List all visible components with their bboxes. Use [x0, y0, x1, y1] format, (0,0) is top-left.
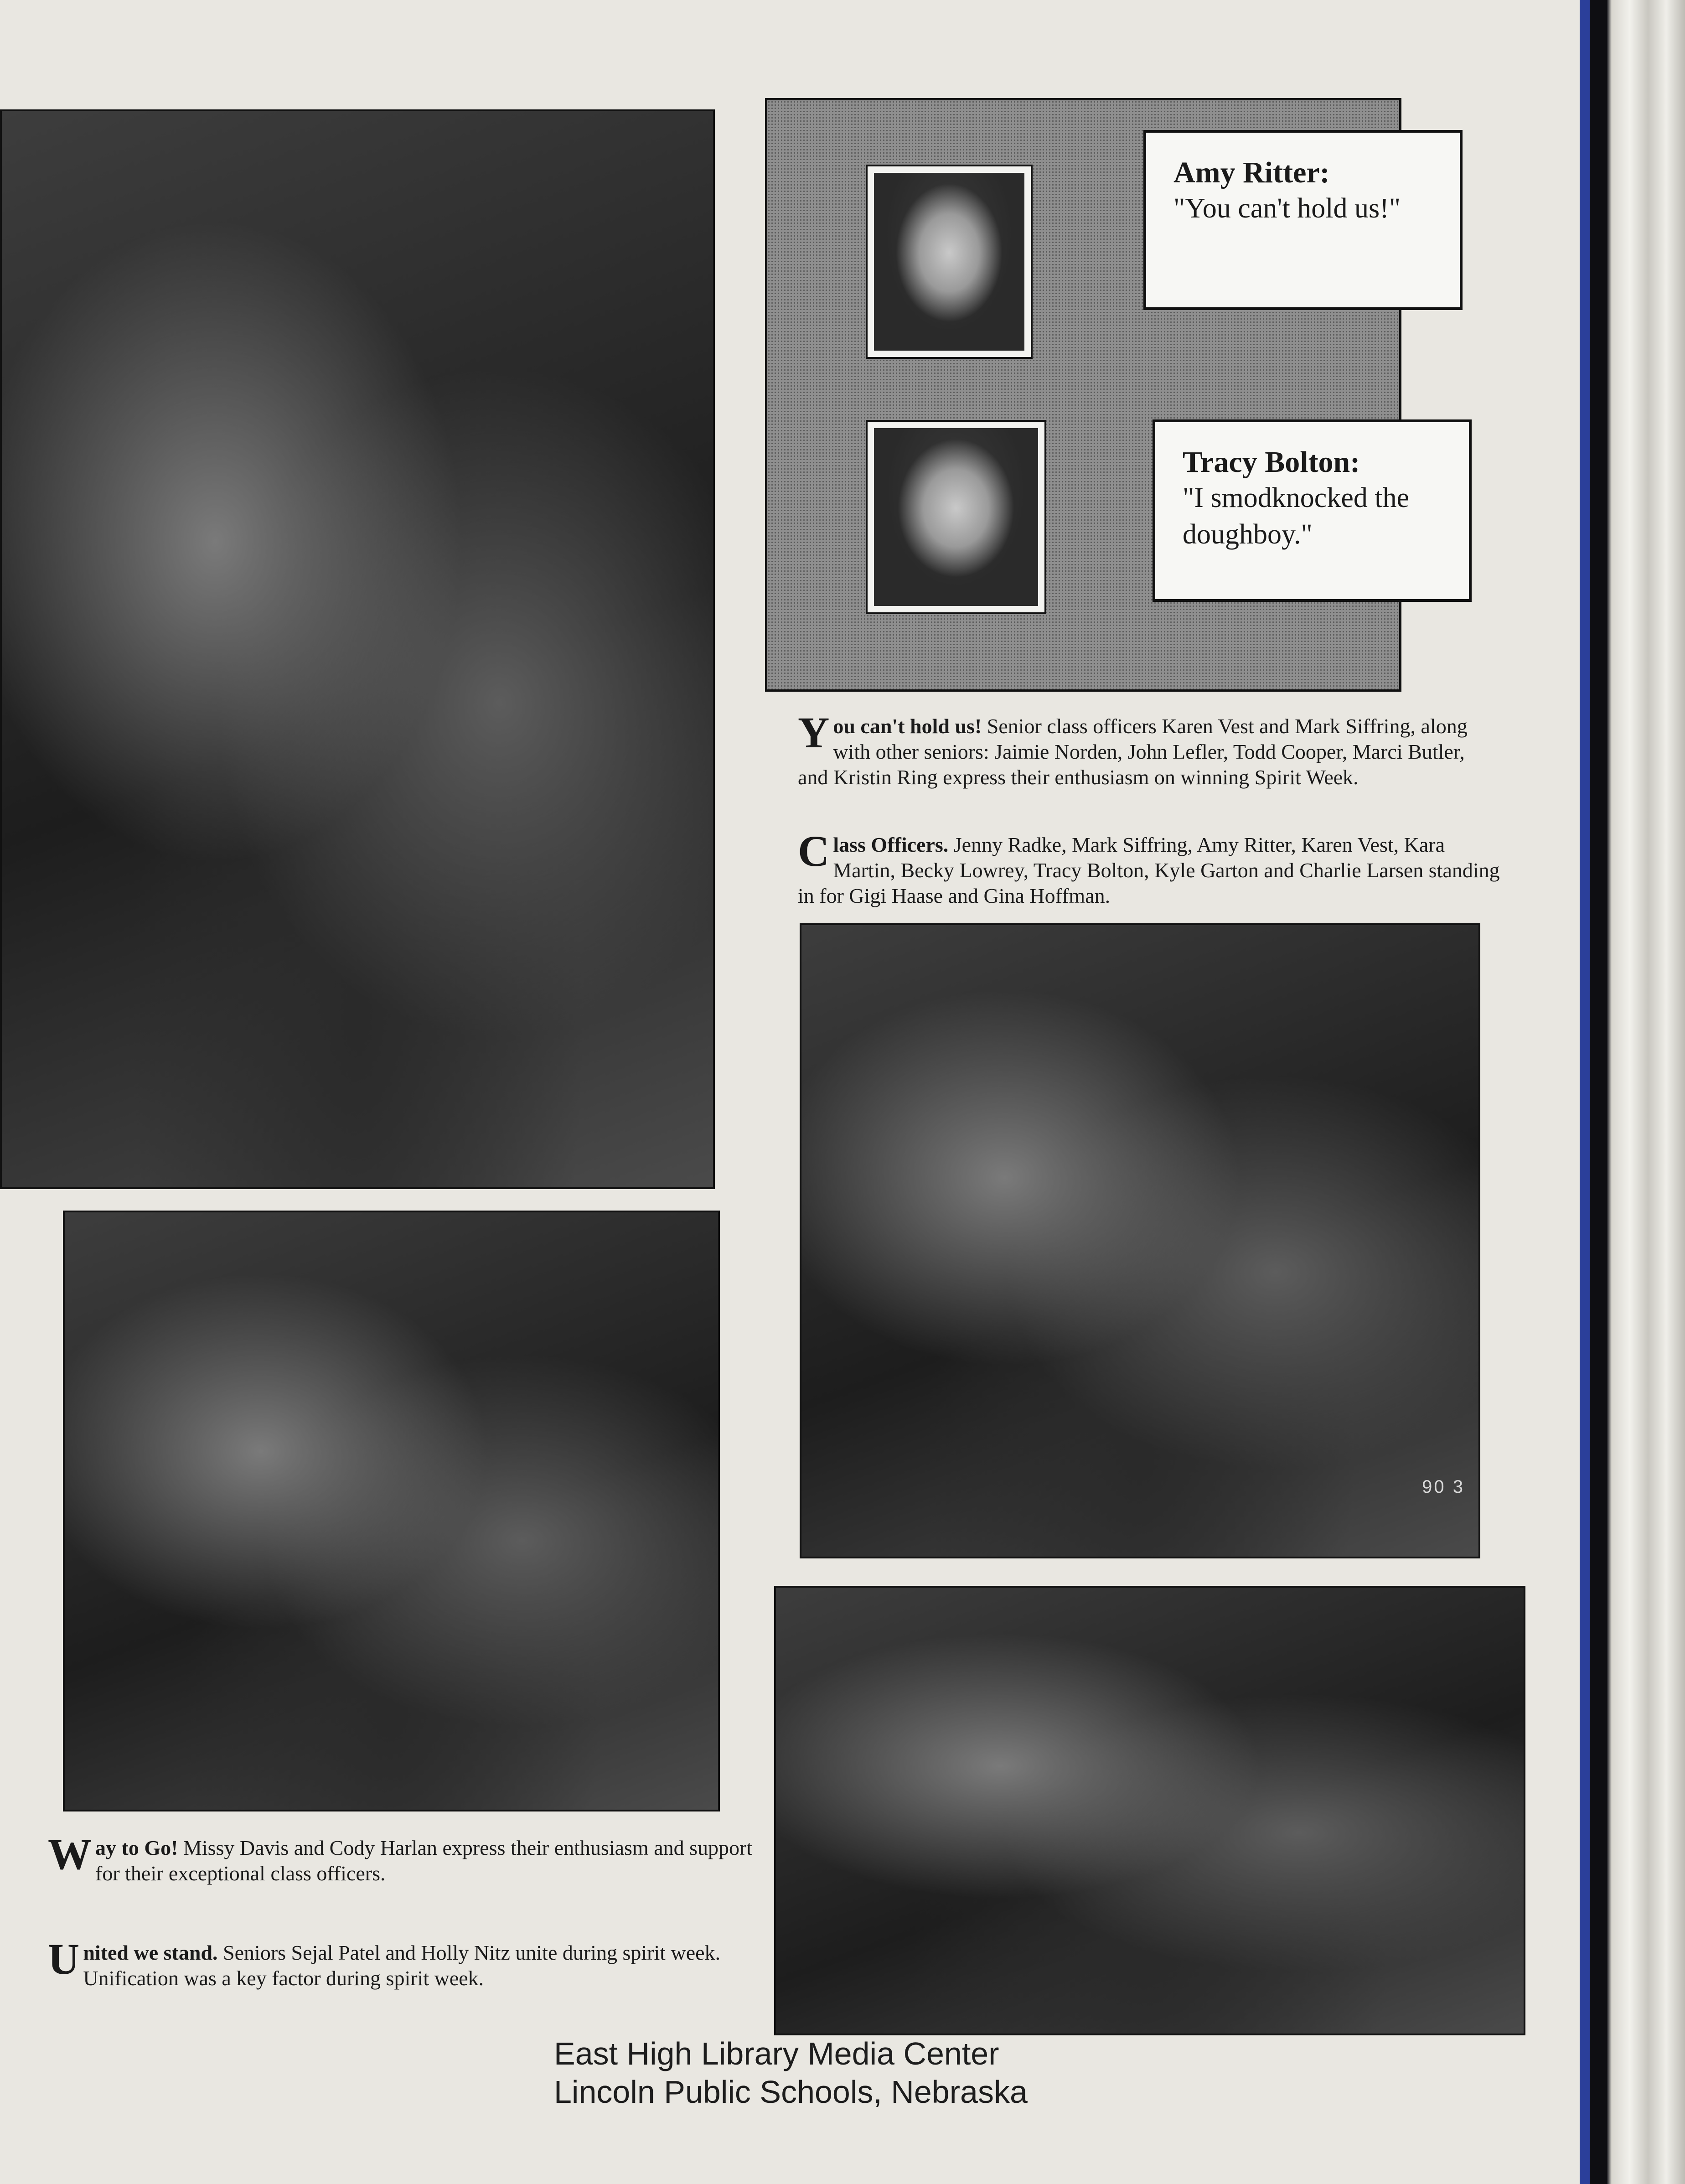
caption-body: Missy Davis and Cody Harlan express their enthusiasm and support for their exceptional class officers. [95, 1836, 753, 1885]
caption-way-to-go [48, 1830, 759, 1886]
portrait-tracy-bolton [868, 422, 1044, 612]
caption-body: Seniors Sejal Patel and Holly Nitz unite during spirit week. Unification was a key factor during spirit week. [83, 1941, 721, 1990]
photo-class-officers [800, 923, 1480, 1558]
photo-seniors-celebrating [0, 109, 715, 1189]
caption-body: Senior class officers Karen Vest and Mark Siffring, along with other seniors: Jaimie Norden, John Lefler, Todd Cooper, Marci Butler, and Kristin Ring express their enthusiasm on winning Spirit Week. [798, 714, 1468, 789]
quote-text: "I smodknocked the doughboy." [1183, 482, 1410, 550]
quote-panel [765, 98, 1410, 692]
library-stamp-line1: East High Library Media Center [554, 2036, 999, 2071]
caption-hold-us [798, 708, 1500, 790]
quote-name: Amy Ritter: [1173, 156, 1330, 189]
caption-lead: nited we stand. [83, 1941, 218, 1964]
dropcap: Y [798, 708, 830, 757]
photo-united [774, 1586, 1525, 2035]
dropcap: W [48, 1830, 92, 1879]
portrait-amy-ritter [868, 166, 1031, 357]
dropcap: C [798, 827, 830, 875]
photo-date-stamp: 90 3 [1422, 1477, 1465, 1497]
book-spine-edge [1580, 0, 1685, 2184]
quote-name: Tracy Bolton: [1183, 445, 1360, 479]
quote-box-amy-ritter [1143, 130, 1463, 310]
caption-body: Jenny Radke, Mark Siffring, Amy Ritter, Karen Vest, Kara Martin, Becky Lowrey, Tracy Bolton, Kyle Garton and Charlie Larsen standing in for Gigi Haase and Gina Hoffman. [798, 833, 1500, 908]
caption-united [48, 1935, 759, 1991]
photo-way-to-go [63, 1211, 720, 1811]
caption-lead: ay to Go! [95, 1836, 178, 1859]
quote-box-tracy-bolton [1153, 419, 1472, 602]
caption-lead: lass Officers. [833, 833, 949, 856]
library-stamp-line2: Lincoln Public Schools, Nebraska [554, 2074, 1028, 2110]
quote-text: "You can't hold us!" [1173, 192, 1401, 224]
dropcap: U [48, 1935, 80, 1983]
library-stamp [554, 2034, 1028, 2111]
caption-lead: ou can't hold us! [833, 714, 982, 738]
caption-class-officers [798, 827, 1500, 909]
